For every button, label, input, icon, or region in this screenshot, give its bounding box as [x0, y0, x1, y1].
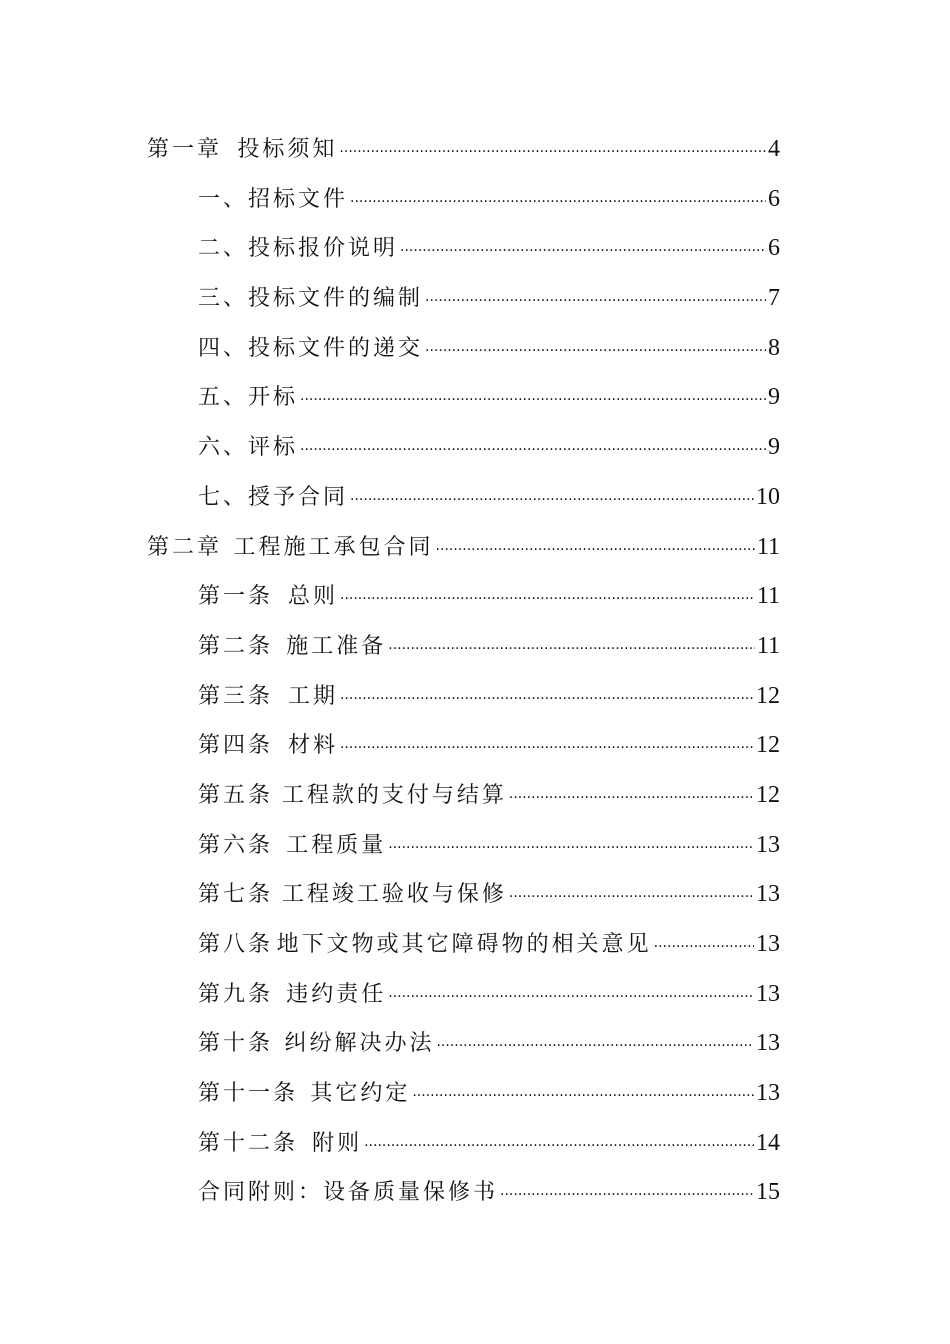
toc-page-number: 14	[756, 1129, 780, 1156]
toc-entry	[198, 622, 780, 675]
toc-section-row[interactable]	[0, 224, 950, 274]
toc-section-row[interactable]	[0, 175, 950, 225]
toc-section-row[interactable]	[0, 821, 950, 871]
toc-entry-number: 第一章	[147, 137, 223, 162]
toc-entry-title: 工期	[287, 683, 338, 709]
toc-section-row[interactable]	[0, 721, 950, 771]
toc-entry-title: 附则	[312, 1130, 363, 1156]
toc-entry	[198, 970, 780, 1023]
toc-section-row[interactable]	[0, 423, 950, 473]
toc-section-row[interactable]	[0, 473, 950, 523]
toc-entry-title: 违约责任	[286, 981, 387, 1007]
toc-entry	[198, 870, 780, 923]
toc-entry-number: 第九条	[198, 981, 274, 1007]
toc-entry-number: 第十条	[198, 1031, 274, 1057]
dot-leader	[509, 873, 754, 923]
toc-entry	[198, 572, 780, 625]
toc-section-row[interactable]	[0, 672, 950, 722]
toc-entry-number: 第五条	[198, 782, 274, 808]
dot-leader	[388, 625, 755, 675]
toc-entry-number: 第一条	[198, 584, 274, 610]
toc-entry-number: 第七条	[198, 882, 274, 908]
toc-page-number: 7	[768, 285, 780, 312]
dot-leader	[364, 1122, 754, 1172]
toc-entry-title: 纠纷解决办法	[284, 1031, 435, 1057]
dot-leader	[340, 575, 755, 625]
dot-leader	[340, 724, 754, 774]
toc-entry-title: 总则	[287, 584, 338, 610]
toc-page-number: 9	[768, 384, 780, 411]
toc-section-row[interactable]	[0, 771, 950, 821]
dot-leader	[425, 277, 766, 327]
toc-entry	[198, 1168, 780, 1221]
dot-leader	[400, 227, 766, 277]
toc-entry-title: 其它约定	[310, 1081, 411, 1107]
toc-section-row[interactable]	[0, 870, 950, 920]
toc-entry-number: 第十二条	[198, 1130, 299, 1156]
toc-entry-number: 第十一条	[198, 1081, 299, 1107]
dot-leader	[436, 526, 755, 576]
toc-entry	[198, 672, 780, 725]
toc-entry-title: 材料	[287, 733, 338, 759]
toc-page-number: 8	[768, 334, 780, 361]
toc-entry	[147, 125, 780, 178]
toc-entry-title: 工程质量	[286, 832, 387, 858]
toc-entry	[198, 721, 780, 774]
toc-section-row[interactable]	[0, 274, 950, 324]
toc-page-number: 15	[756, 1179, 780, 1206]
toc-entry	[198, 821, 780, 874]
toc-entry-title: 合同附则：设备质量保修书	[198, 1180, 499, 1206]
toc-entry-title: 七、授予合同	[198, 484, 349, 510]
toc-entry	[198, 1019, 780, 1072]
toc-page-number: 13	[756, 1080, 780, 1107]
toc-entry	[198, 1069, 780, 1122]
toc-entry-title: 投标须知	[237, 137, 338, 162]
toc-page-number: 6	[768, 185, 780, 212]
toc-entry	[198, 324, 780, 377]
toc-entry-title: 工程款的支付与结算	[281, 782, 507, 808]
toc-section-row[interactable]	[0, 1069, 950, 1119]
dot-leader	[388, 973, 754, 1023]
toc-page-number: 11	[756, 533, 780, 560]
toc-entry-title: 工程施工承包合同	[233, 534, 434, 560]
toc-entry-number: 第三条	[198, 683, 274, 709]
toc-entry	[198, 423, 780, 476]
dot-leader	[350, 178, 766, 228]
toc-page-number: 12	[756, 732, 780, 759]
toc-page-number: 13	[756, 1030, 780, 1057]
toc-page-number: 13	[756, 931, 780, 957]
toc-entry	[147, 523, 780, 576]
toc-section-row[interactable]	[0, 373, 950, 423]
toc-page-number: 11	[756, 583, 780, 610]
toc-page-number: 13	[756, 881, 780, 908]
dot-leader	[500, 1171, 754, 1221]
toc-entry-number: 第八条	[198, 932, 274, 957]
toc-page-number: 10	[756, 483, 780, 510]
toc-section-row[interactable]	[0, 1019, 950, 1069]
toc-section-row[interactable]	[0, 622, 950, 672]
dot-leader	[654, 923, 754, 973]
toc-chapter-row[interactable]	[0, 523, 950, 573]
toc-entry-title: 六、评标	[198, 435, 299, 461]
toc-entry-title: 三、投标文件的编制	[198, 286, 424, 312]
toc-section-row[interactable]	[0, 1168, 950, 1218]
toc-entry-number: 第四条	[198, 733, 274, 759]
dot-leader	[436, 1022, 754, 1072]
toc-page-number: 6	[768, 235, 780, 262]
toc-page-number: 12	[756, 781, 780, 808]
toc-section-row[interactable]	[0, 1119, 950, 1169]
toc-section-row[interactable]	[0, 920, 950, 970]
toc-entry-title: 施工准备	[286, 633, 387, 659]
toc-entry	[198, 473, 780, 526]
dot-leader	[412, 1072, 754, 1122]
toc-entry-number: 第六条	[198, 832, 274, 858]
toc-page-number: 4	[768, 136, 780, 162]
toc-entry-title: 一、招标文件	[198, 186, 349, 212]
toc-entry	[198, 224, 780, 277]
toc-page-number: 12	[756, 682, 780, 709]
toc-entry-title: 五、开标	[198, 385, 299, 411]
toc-entry-title: 地下文物或其它障碍物的相关意见	[276, 932, 652, 957]
toc-entry	[198, 175, 780, 228]
toc-section-row[interactable]	[0, 970, 950, 1020]
toc-section-row[interactable]	[0, 572, 950, 622]
toc-entry-title: 工程竣工验收与保修	[281, 882, 507, 908]
toc-entry-number: 第二章	[147, 534, 223, 560]
dot-leader	[340, 675, 754, 725]
dot-leader	[350, 476, 754, 526]
dot-leader	[300, 376, 766, 426]
toc-entry	[198, 1119, 780, 1172]
toc-chapter-row[interactable]	[0, 125, 950, 175]
dot-leader	[425, 327, 766, 377]
dot-leader	[300, 426, 766, 476]
table-of-contents	[0, 125, 950, 1218]
toc-entry	[198, 771, 780, 824]
toc-page-number: 13	[756, 980, 780, 1007]
toc-page-number: 13	[756, 831, 780, 858]
toc-page-number: 9	[768, 434, 780, 461]
dot-leader	[339, 128, 766, 178]
toc-entry-title: 四、投标文件的递交	[198, 335, 424, 361]
toc-entry	[198, 274, 780, 327]
toc-entry-title: 二、投标报价说明	[198, 236, 399, 262]
toc-entry	[198, 920, 780, 973]
toc-entry-number: 第二条	[198, 633, 274, 659]
toc-section-row[interactable]	[0, 324, 950, 374]
toc-page-number: 11	[756, 632, 780, 659]
dot-leader	[388, 824, 754, 874]
dot-leader	[509, 774, 754, 824]
toc-entry	[198, 373, 780, 426]
